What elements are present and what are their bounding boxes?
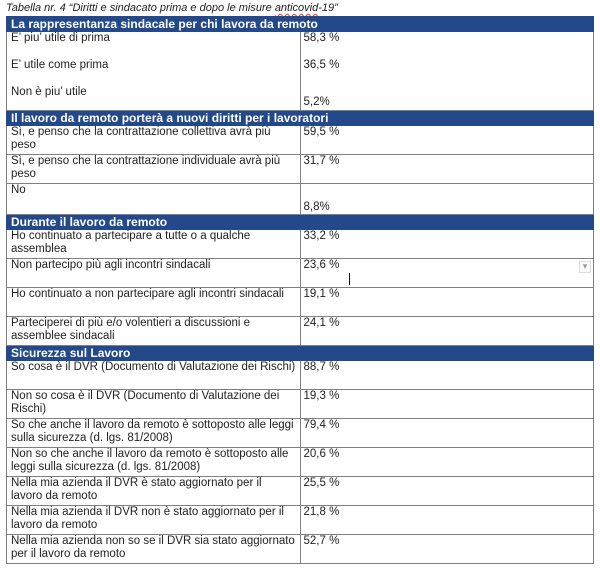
table-row (7, 506, 594, 535)
row-label[interactable]: So cosa è il DVR (Documento di Valutazione dei Rischi) (7, 361, 301, 390)
table-row (7, 126, 594, 155)
row-label[interactable]: Non so cosa è il DVR (Documento di Valutazione dei Rischi) (7, 390, 301, 419)
table-row (7, 390, 594, 419)
row-label[interactable]: Nella mia azienda il DVR è stato aggiornato per il lavoro da remoto (7, 477, 301, 506)
table-row (7, 155, 594, 184)
row-label: E’ piu’ utile di prima (11, 32, 110, 44)
row-label[interactable]: So che anche il lavoro da remoto è sottoposto alle leggi sulla sicurezza (d. lgs. 81/2008) (7, 419, 301, 448)
table-row (7, 288, 594, 317)
section-title[interactable]: Sicurezza sul Lavoro (7, 346, 594, 361)
row-value[interactable]: 24,1 % (300, 317, 594, 346)
table-row (7, 317, 594, 346)
section-header (7, 215, 594, 230)
row-value[interactable]: 8,8% (300, 184, 594, 215)
row-value[interactable]: 25,5 % (300, 477, 594, 506)
section-title[interactable]: Durante il lavoro da remoto (7, 215, 594, 230)
row-label: Non è piu’ utile (11, 86, 87, 98)
row-label[interactable]: Parteciperei di più e/o volentieri a discussioni e assemblee sindacali (7, 317, 301, 346)
row-value[interactable]: 88,7 % (300, 361, 594, 390)
caption-misspelled-word: anticovid (274, 2, 319, 14)
table-caption (6, 2, 338, 14)
row-label[interactable]: Nella mia azienda il DVR non è stato aggiornato per il lavoro da remoto (7, 506, 301, 535)
row-value-group[interactable] (300, 32, 594, 111)
row-label[interactable]: Non partecipo più agli incontri sindacali (7, 259, 301, 288)
row-label[interactable]: Ho continuato a non partecipare agli incontri sindacali (7, 288, 301, 317)
table-row (7, 477, 594, 506)
row-value: 36,5 % (303, 59, 340, 71)
table-row (7, 259, 594, 288)
row-label[interactable]: No (7, 184, 301, 215)
section-header (7, 346, 594, 361)
row-value[interactable]: 19,3 % (300, 390, 594, 419)
row-value[interactable]: 21,8 % (300, 506, 594, 535)
row-label[interactable]: Nella mia azienda non so se il DVR sia stato aggiornato per il lavoro da remoto (7, 535, 301, 564)
table-row (7, 535, 594, 564)
row-value: 58,3 % (303, 32, 340, 44)
cell-options-icon[interactable]: ▾ (579, 261, 591, 273)
row-label[interactable]: Non so che anche il lavoro da remoto è sottoposto alle leggi sulla sicurezza (d. lgs. 81/2008) (7, 448, 301, 477)
caption-text-end: -19” (318, 2, 338, 14)
row-label[interactable]: Sì, e penso che la contrattazione collettiva avrà più peso (7, 126, 301, 155)
row-label[interactable]: Ho continuato a partecipare a tutte o a qualche assemblea (7, 230, 301, 259)
section-header (7, 111, 594, 126)
survey-table (6, 16, 594, 564)
text-cursor (349, 273, 350, 285)
table-row (7, 32, 594, 111)
row-value[interactable]: 20,6 % (300, 448, 594, 477)
table-row (7, 448, 594, 477)
row-value-editing[interactable] (300, 259, 594, 288)
row-value[interactable]: 59,5 % (300, 126, 594, 155)
section-header (7, 17, 594, 32)
table-row (7, 361, 594, 390)
row-label[interactable]: Sì, e penso che la contrattazione individuale avrà più peso (7, 155, 301, 184)
row-value: 5,2% (303, 96, 330, 108)
row-label-group[interactable] (7, 32, 301, 111)
section-title[interactable]: La rappresentanza sindacale per chi lavora da remoto (7, 17, 594, 32)
row-label: E’ utile come prima (11, 59, 109, 71)
section-title[interactable]: Il lavoro da remoto porterà a nuovi diritti per i lavoratori (7, 111, 594, 126)
row-value-text: 23,6 % (303, 259, 340, 271)
table-row (7, 184, 594, 215)
table-row (7, 419, 594, 448)
row-value[interactable]: 31,7 % (300, 155, 594, 184)
caption-text: Tabella nr. 4 “Diritti e sindacato prima e dopo le misure (6, 2, 275, 14)
row-value[interactable]: 33,2 % (300, 230, 594, 259)
row-value[interactable]: 52,7 % (300, 535, 594, 564)
row-value[interactable]: 19,1 % (300, 288, 594, 317)
table-row (7, 230, 594, 259)
row-value[interactable]: 79,4 % (300, 419, 594, 448)
